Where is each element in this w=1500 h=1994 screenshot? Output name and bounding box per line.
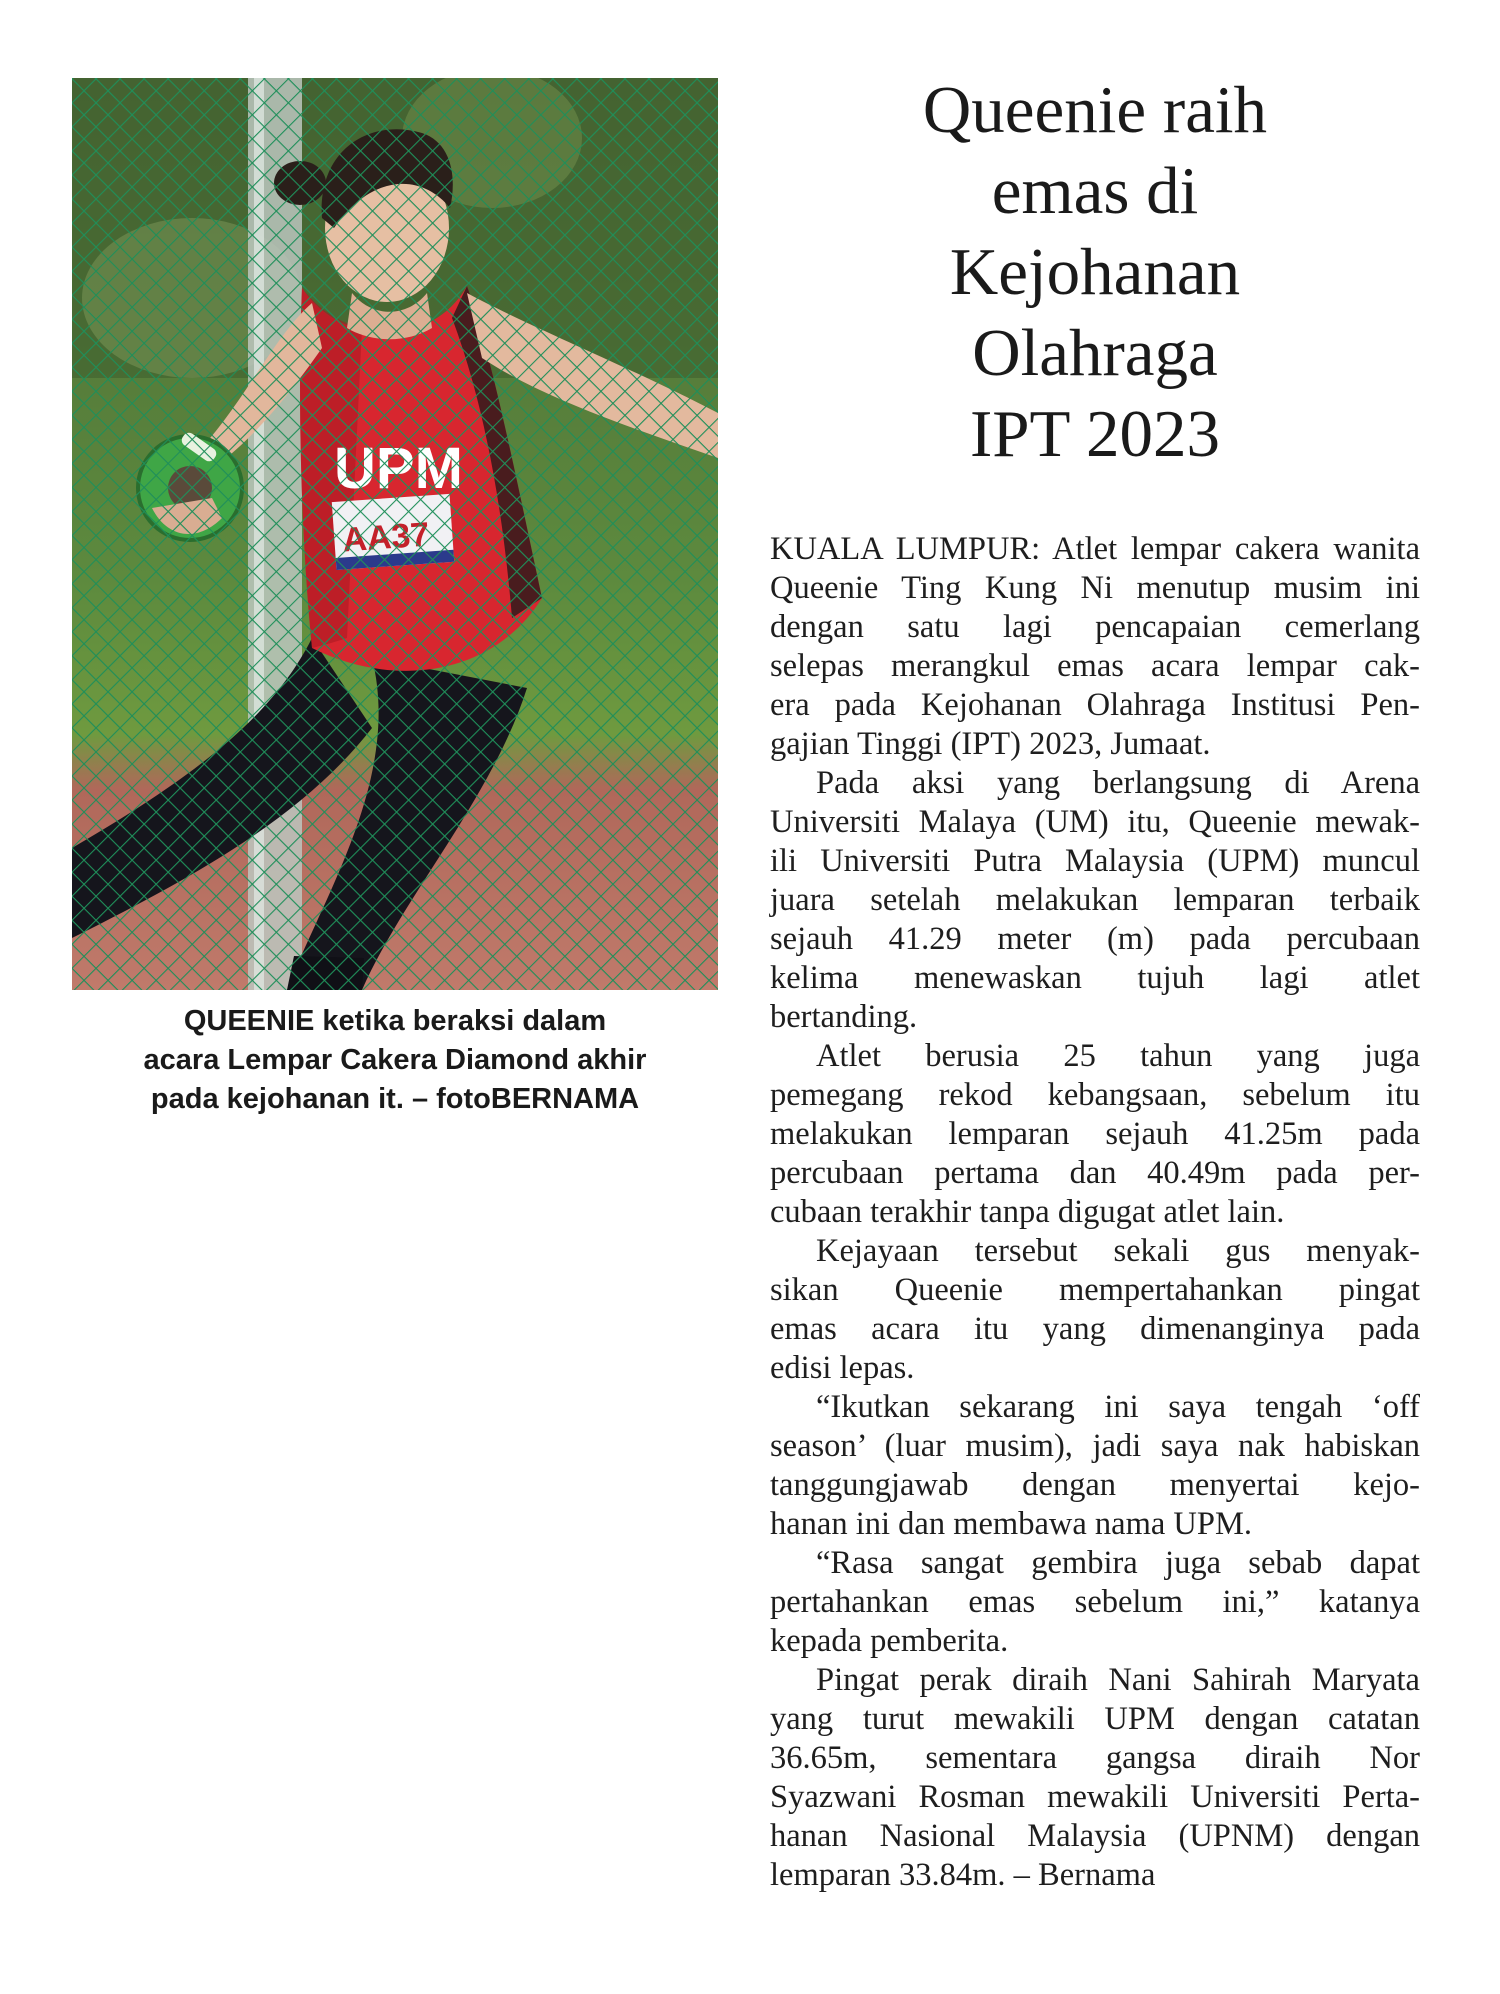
article-line: percubaan pertama dan 40.49m pada per- (770, 1155, 1420, 1191)
article-line: yang turut mewakili UPM dengan catatan (770, 1701, 1420, 1737)
caption-line: pada kejohanan it. – fotoBERNAMA (150, 1083, 640, 1115)
article-line: Queenie Ting Kung Ni menutup musim ini (770, 570, 1420, 606)
article-line: pemegang rekod kebangsaan, sebelum itu (770, 1077, 1420, 1113)
article-line: kepada pemberita. (770, 1623, 1009, 1659)
article-paragraph (770, 1388, 1420, 1544)
article-line: juara setelah melakukan lemparan terbaik (770, 882, 1420, 918)
article-paragraph (770, 1037, 1420, 1232)
article-line: hanan Nasional Malaysia (UPNM) dengan (770, 1818, 1420, 1854)
article-line: dengan satu lagi pencapaian cemerlang (770, 609, 1420, 645)
article-line: Syazwani Rosman mewakili Universiti Perta- (770, 1779, 1420, 1815)
article-line: 36.65m, sementara gangsa diraih Nor (770, 1740, 1420, 1776)
article-line: Kejayaan tersebut sekali gus menyak- (816, 1233, 1420, 1269)
article-line: cubaan terakhir tanpa digugat atlet lain. (770, 1194, 1285, 1230)
article-paragraph (770, 1661, 1420, 1895)
article-line: Pada aksi yang berlangsung di Arena (816, 765, 1420, 801)
article-line: “Rasa sangat gembira juga sebab dapat (816, 1545, 1420, 1581)
article-paragraph (770, 1544, 1420, 1661)
article-line: lemparan 33.84m. – Bernama (770, 1857, 1156, 1893)
article-headline (770, 70, 1420, 475)
article-line: “Ikutkan sekarang ini saya tengah ‘off (816, 1389, 1420, 1425)
headline-line: Queenie raih (922, 73, 1268, 147)
article-line: melakukan lemparan sejauh 41.25m pada (770, 1116, 1420, 1152)
article-line: pertahankan emas sebelum ini,” katanya (770, 1584, 1420, 1620)
article-line: hanan ini dan membawa nama UPM. (770, 1506, 1252, 1542)
caption-line: QUEENIE ketika beraksi dalam (183, 1005, 607, 1037)
article-line: KUALA LUMPUR: Atlet lempar cakera wanita (770, 531, 1420, 567)
headline-line: Kejohanan (949, 235, 1241, 309)
article-line: emas acara itu yang dimenanginya pada (770, 1311, 1420, 1347)
article-photo (72, 78, 718, 990)
article-line: sejauh 41.29 meter (m) pada percubaan (770, 921, 1420, 957)
article-line: gajian Tinggi (IPT) 2023, Jumaat. (770, 726, 1211, 762)
photo-caption (72, 1002, 718, 1119)
article-line: Atlet berusia 25 tahun yang juga (816, 1038, 1420, 1074)
article-line: selepas merangkul emas acara lempar cak- (770, 648, 1420, 684)
article-line: sikan Queenie mempertahankan pingat (770, 1272, 1420, 1308)
caption-line: acara Lempar Cakera Diamond akhir (143, 1044, 647, 1076)
headline-line: Olahraga (972, 316, 1218, 390)
article-line: Pingat perak diraih Nani Sahirah Maryata (816, 1662, 1420, 1698)
article-paragraph (770, 764, 1420, 1037)
article-line: tanggungjawab dengan menyertai kejo- (770, 1467, 1420, 1503)
article-line: Universiti Malaya (UM) itu, Queenie mewak- (770, 804, 1420, 840)
article-line: bertanding. (770, 999, 918, 1035)
headline-line: IPT 2023 (969, 397, 1221, 471)
article-body (770, 530, 1420, 1895)
article-line: edisi lepas. (770, 1350, 915, 1386)
article-line: season’ (luar musim), jadi saya nak habiskan (770, 1428, 1420, 1464)
article-line: ili Universiti Putra Malaysia (UPM) muncul (770, 843, 1420, 879)
headline-line: emas di (991, 154, 1199, 228)
article-paragraph (770, 1232, 1420, 1388)
article-line: kelima menewaskan tujuh lagi atlet (770, 960, 1420, 996)
article-paragraph (770, 530, 1420, 764)
article-line: era pada Kejohanan Olahraga Institusi Pen- (770, 687, 1420, 723)
